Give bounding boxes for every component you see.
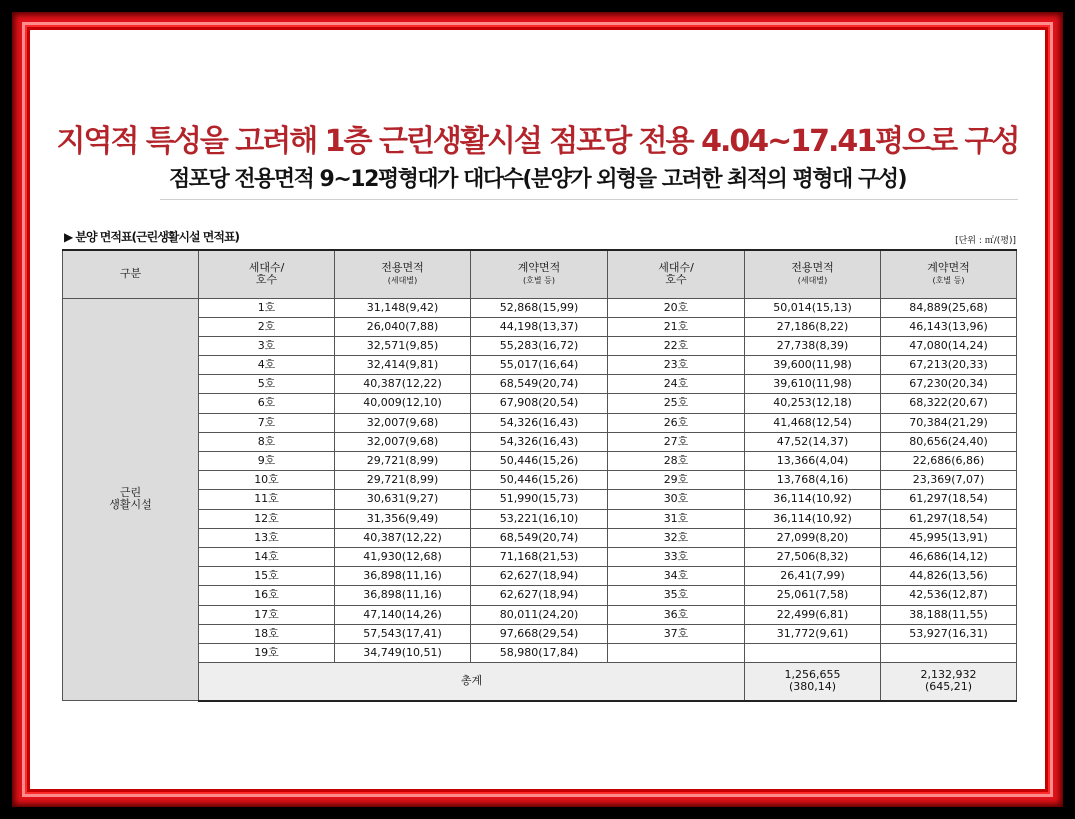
- table-row: [63, 452, 1017, 471]
- exclusive-area-cell: 29,721(8,99): [335, 471, 471, 490]
- unit-cell: 23호: [608, 356, 745, 375]
- contract-area-cell: 23,369(7,07): [881, 471, 1017, 490]
- unit-cell: 34호: [608, 567, 745, 586]
- exclusive-area-cell: 27,738(8,39): [745, 336, 881, 355]
- contract-area-cell: 61,297(18,54): [881, 490, 1017, 509]
- unit-cell: 26호: [608, 413, 745, 432]
- contract-area-cell: 42,536(12,87): [881, 586, 1017, 605]
- unit-cell: 32호: [608, 528, 745, 547]
- table-caption: ▶ 분양 면적표(근린생활시설 면적표): [64, 230, 240, 244]
- total-contract-area: 2,132,932 (645,21): [881, 663, 1017, 701]
- exclusive-area-cell: 27,506(8,32): [745, 547, 881, 566]
- exclusive-area-cell: 31,772(9,61): [745, 624, 881, 643]
- exclusive-area-cell: 31,148(9,42): [335, 298, 471, 317]
- exclusive-area-cell: 30,631(9,27): [335, 490, 471, 509]
- table-row: [63, 624, 1017, 643]
- header-category: 구분: [63, 250, 199, 298]
- contract-area-cell: 61,297(18,54): [881, 509, 1017, 528]
- table-row: [63, 336, 1017, 355]
- exclusive-area-cell: 47,52(14,37): [745, 432, 881, 451]
- table-row: [63, 394, 1017, 413]
- table-row: [63, 605, 1017, 624]
- unit-cell: 29호: [608, 471, 745, 490]
- exclusive-area-cell: 41,930(12,68): [335, 547, 471, 566]
- unit-cell: [608, 643, 745, 662]
- table-row: [63, 528, 1017, 547]
- contract-area-cell: 22,686(6,86): [881, 452, 1017, 471]
- table-row: [63, 375, 1017, 394]
- contract-area-cell: 67,213(20,33): [881, 356, 1017, 375]
- contract-area-cell: 67,908(20,54): [471, 394, 608, 413]
- table-header-row: [63, 250, 1017, 298]
- group-label: 근린 생활시설: [63, 298, 199, 701]
- exclusive-area-cell: 31,356(9,49): [335, 509, 471, 528]
- document-page: [38, 38, 1037, 781]
- contract-area-cell: 51,990(15,73): [471, 490, 608, 509]
- header-contract-left: 계약면적 (호별 등): [471, 250, 608, 298]
- exclusive-area-cell: 26,040(7,88): [335, 317, 471, 336]
- contract-area-cell: 50,446(15,26): [471, 471, 608, 490]
- header-exclusive-right: 전용면적 (세대별): [745, 250, 881, 298]
- contract-area-cell: 55,017(16,64): [471, 356, 608, 375]
- contract-area-cell: 68,549(20,74): [471, 528, 608, 547]
- unit-cell: 7호: [199, 413, 335, 432]
- contract-area-cell: 71,168(21,53): [471, 547, 608, 566]
- table-row: [63, 547, 1017, 566]
- contract-area-cell: 62,627(18,94): [471, 567, 608, 586]
- exclusive-area-cell: 36,898(11,16): [335, 586, 471, 605]
- table-row: [63, 471, 1017, 490]
- contract-area-cell: 50,446(15,26): [471, 452, 608, 471]
- table-row: [63, 490, 1017, 509]
- exclusive-area-cell: 50,014(15,13): [745, 298, 881, 317]
- contract-area-cell: 67,230(20,34): [881, 375, 1017, 394]
- contract-area-cell: 68,322(20,67): [881, 394, 1017, 413]
- contract-area-cell: 70,384(21,29): [881, 413, 1017, 432]
- unit-cell: 13호: [199, 528, 335, 547]
- exclusive-area-cell: 36,898(11,16): [335, 567, 471, 586]
- header-contract-right: 계약면적 (호별 등): [881, 250, 1017, 298]
- unit-cell: 2호: [199, 317, 335, 336]
- unit-cell: 1호: [199, 298, 335, 317]
- unit-cell: 19호: [199, 643, 335, 662]
- table-row: [63, 298, 1017, 317]
- unit-cell: 33호: [608, 547, 745, 566]
- exclusive-area-cell: 32,414(9,81): [335, 356, 471, 375]
- unit-cell: 31호: [608, 509, 745, 528]
- unit-cell: 6호: [199, 394, 335, 413]
- table-row: [63, 432, 1017, 451]
- header-unit-left: 세대수/ 호수: [199, 250, 335, 298]
- unit-cell: 11호: [199, 490, 335, 509]
- exclusive-area-cell: 39,610(11,98): [745, 375, 881, 394]
- total-label: 총계: [199, 663, 745, 701]
- table-row: [63, 356, 1017, 375]
- exclusive-area-cell: 25,061(7,58): [745, 586, 881, 605]
- contract-area-cell: 62,627(18,94): [471, 586, 608, 605]
- unit-cell: 14호: [199, 547, 335, 566]
- contract-area-cell: 38,188(11,55): [881, 605, 1017, 624]
- exclusive-area-cell: 41,468(12,54): [745, 413, 881, 432]
- total-exclusive-area: 1,256,655 (380,14): [745, 663, 881, 701]
- exclusive-area-cell: 40,009(12,10): [335, 394, 471, 413]
- contract-area-cell: 68,549(20,74): [471, 375, 608, 394]
- exclusive-area-cell: 32,007(9,68): [335, 432, 471, 451]
- exclusive-area-cell: 40,253(12,18): [745, 394, 881, 413]
- contract-area-cell: 46,143(13,96): [881, 317, 1017, 336]
- unit-cell: 15호: [199, 567, 335, 586]
- contract-area-cell: 84,889(25,68): [881, 298, 1017, 317]
- unit-cell: 22호: [608, 336, 745, 355]
- unit-cell: 18호: [199, 624, 335, 643]
- unit-cell: 28호: [608, 452, 745, 471]
- header-unit-right: 세대수/ 호수: [608, 250, 745, 298]
- unit-cell: 25호: [608, 394, 745, 413]
- table-row: [63, 586, 1017, 605]
- header-exclusive-left: 전용면적 (세대별): [335, 250, 471, 298]
- unit-cell: 16호: [199, 586, 335, 605]
- contract-area-cell: 55,283(16,72): [471, 336, 608, 355]
- table-row: [63, 317, 1017, 336]
- unit-cell: 8호: [199, 432, 335, 451]
- contract-area-cell: 46,686(14,12): [881, 547, 1017, 566]
- exclusive-area-cell: 32,571(9,85): [335, 336, 471, 355]
- exclusive-area-cell: 57,543(17,41): [335, 624, 471, 643]
- table-row: [63, 567, 1017, 586]
- exclusive-area-cell: 13,768(4,16): [745, 471, 881, 490]
- exclusive-area-cell: 22,499(6,81): [745, 605, 881, 624]
- unit-cell: 12호: [199, 509, 335, 528]
- contract-area-cell: 97,668(29,54): [471, 624, 608, 643]
- unit-cell: 27호: [608, 432, 745, 451]
- contract-area-cell: 54,326(16,43): [471, 413, 608, 432]
- exclusive-area-cell: 36,114(10,92): [745, 509, 881, 528]
- unit-cell: 37호: [608, 624, 745, 643]
- table-row: [63, 413, 1017, 432]
- unit-cell: 36호: [608, 605, 745, 624]
- exclusive-area-cell: [745, 643, 881, 662]
- exclusive-area-cell: 32,007(9,68): [335, 413, 471, 432]
- unit-cell: 21호: [608, 317, 745, 336]
- exclusive-area-cell: 40,387(12,22): [335, 528, 471, 547]
- contract-area-cell: 44,198(13,37): [471, 317, 608, 336]
- table-row: [63, 643, 1017, 662]
- unit-label: [단위 : ㎡/(평)]: [955, 236, 1016, 246]
- area-table: [62, 249, 1017, 702]
- unit-cell: 35호: [608, 586, 745, 605]
- unit-cell: 4호: [199, 356, 335, 375]
- exclusive-area-cell: 39,600(11,98): [745, 356, 881, 375]
- unit-cell: 9호: [199, 452, 335, 471]
- unit-cell: 3호: [199, 336, 335, 355]
- divider: [160, 199, 1018, 200]
- contract-area-cell: 80,656(24,40): [881, 432, 1017, 451]
- exclusive-area-cell: 27,186(8,22): [745, 317, 881, 336]
- contract-area-cell: 54,326(16,43): [471, 432, 608, 451]
- table-row: [63, 509, 1017, 528]
- total-row: [63, 663, 1017, 701]
- exclusive-area-cell: 29,721(8,99): [335, 452, 471, 471]
- headline: 지역적 특성을 고려해 1층 근린생활시설 점포당 전용 4.04~17.41평으로 구성: [56, 124, 1019, 159]
- contract-area-cell: 58,980(17,84): [471, 643, 608, 662]
- unit-cell: 10호: [199, 471, 335, 490]
- contract-area-cell: 47,080(14,24): [881, 336, 1017, 355]
- exclusive-area-cell: 36,114(10,92): [745, 490, 881, 509]
- unit-cell: 30호: [608, 490, 745, 509]
- exclusive-area-cell: 27,099(8,20): [745, 528, 881, 547]
- unit-cell: 5호: [199, 375, 335, 394]
- exclusive-area-cell: 47,140(14,26): [335, 605, 471, 624]
- contract-area-cell: 53,927(16,31): [881, 624, 1017, 643]
- contract-area-cell: 45,995(13,91): [881, 528, 1017, 547]
- exclusive-area-cell: 34,749(10,51): [335, 643, 471, 662]
- contract-area-cell: 53,221(16,10): [471, 509, 608, 528]
- exclusive-area-cell: 40,387(12,22): [335, 375, 471, 394]
- subheadline: 점포당 전용면적 9~12평형대가 대다수(분양가 외형을 고려한 최적의 평형대 구성): [168, 167, 907, 192]
- exclusive-area-cell: 26,41(7,99): [745, 567, 881, 586]
- contract-area-cell: 52,868(15,99): [471, 298, 608, 317]
- contract-area-cell: 44,826(13,56): [881, 567, 1017, 586]
- unit-cell: 17호: [199, 605, 335, 624]
- unit-cell: 24호: [608, 375, 745, 394]
- exclusive-area-cell: 13,366(4,04): [745, 452, 881, 471]
- contract-area-cell: [881, 643, 1017, 662]
- unit-cell: 20호: [608, 298, 745, 317]
- contract-area-cell: 80,011(24,20): [471, 605, 608, 624]
